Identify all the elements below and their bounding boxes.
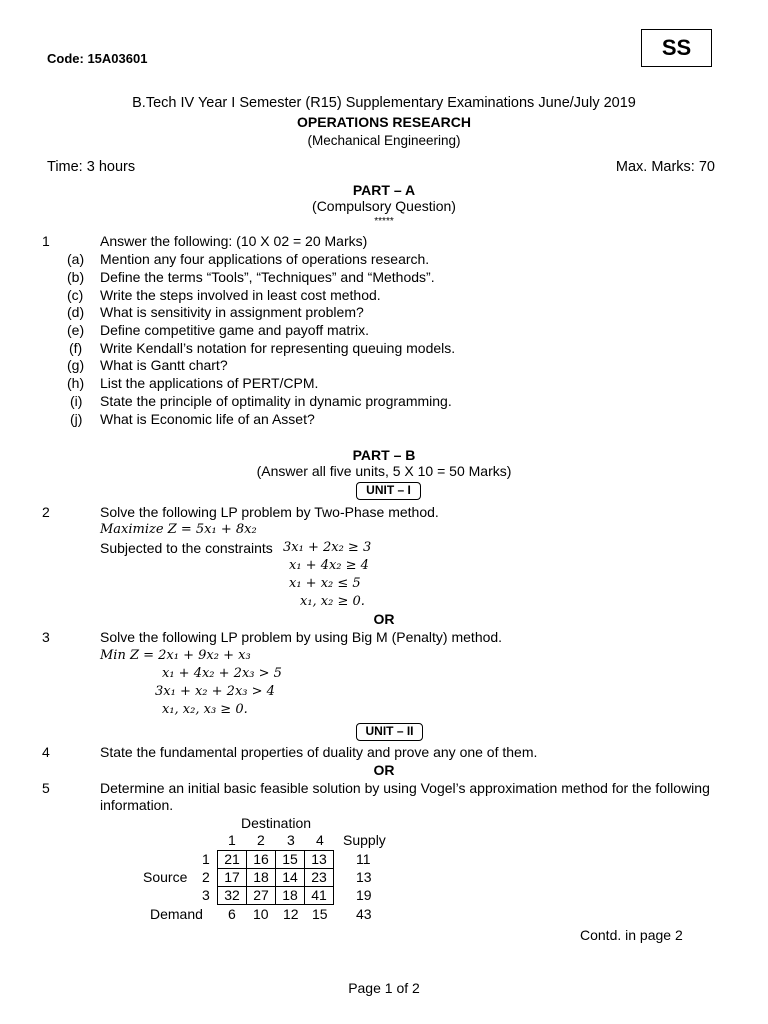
- q3-number: 3: [42, 629, 50, 645]
- unit-1-label: UNIT – I: [356, 482, 421, 500]
- demand-value: 10: [253, 906, 269, 922]
- item-label: (b): [67, 269, 85, 285]
- item-text: Define the terms “Tools”, “Techniques” and “Methods”.: [100, 269, 435, 285]
- dest-header: 2: [257, 832, 265, 848]
- question-text: Answer the following: (10 X 02 = 20 Marks): [100, 233, 368, 249]
- continued-note: Contd. in page 2: [580, 927, 683, 943]
- cost-cell: 41: [305, 887, 334, 905]
- or-divider: OR: [373, 762, 395, 778]
- q4-number: 4: [42, 744, 50, 760]
- item-label: (h): [67, 375, 85, 391]
- q2-number: 2: [42, 504, 50, 520]
- item-text: State the principle of optimality in dynamic programming.: [100, 393, 452, 409]
- q2-objective: Maximize Z = 5x₁ + 8x₂: [100, 522, 257, 537]
- demand-value: 12: [283, 906, 299, 922]
- cost-cell: 18: [276, 887, 305, 905]
- item-label: (c): [67, 287, 84, 303]
- q3-constraint-1: x₁ + 4x₂ + 2x₃ > 5: [162, 666, 282, 681]
- q5-text-line-2: information.: [100, 797, 174, 813]
- cost-cell: 18: [247, 869, 276, 887]
- page-number: Page 1 of 2: [348, 980, 420, 996]
- item-label: (a): [67, 251, 85, 267]
- ss-badge: SS: [641, 29, 712, 67]
- item-text: Define competitive game and payoff matrix.: [100, 322, 369, 338]
- supply-value: 11: [356, 851, 371, 867]
- source-row-label: 3: [202, 887, 210, 903]
- item-label: (f): [69, 340, 83, 356]
- part-a-subtitle: (Compulsory Question): [312, 198, 456, 214]
- cost-cell: 32: [218, 887, 247, 905]
- q3-constraint-2: 3x₁ + x₂ + 2x₃ > 4: [155, 684, 275, 699]
- q2-constraint-4: x₁, x₂ ≥ 0.: [300, 594, 365, 609]
- supply-label: Supply: [343, 832, 386, 848]
- dest-header: 1: [228, 832, 236, 848]
- question-number: 1: [42, 233, 50, 249]
- q5-text-line-1: Determine an initial basic feasible solution by using Vogel’s approximation method for the following: [100, 780, 710, 796]
- table-row: [218, 851, 334, 869]
- cost-cell: 14: [276, 869, 305, 887]
- source-row-label: 1: [202, 851, 210, 867]
- part-b-subtitle: (Answer all five units, 5 X 10 = 50 Marks): [256, 463, 512, 479]
- item-label: (g): [67, 357, 85, 373]
- item-label: (j): [70, 411, 83, 427]
- or-divider: OR: [373, 611, 395, 627]
- destination-label: Destination: [241, 815, 312, 831]
- q3-objective: Min Z = 2x₁ + 9x₂ + x₃: [100, 648, 251, 663]
- cost-cell: 17: [218, 869, 247, 887]
- part-b-title: PART – B: [352, 447, 416, 463]
- part-a-stars: *****: [374, 216, 394, 227]
- table-row: [218, 869, 334, 887]
- supply-value: 13: [356, 869, 372, 885]
- item-text: What is sensitivity in assignment problem?: [100, 304, 364, 320]
- item-label: (e): [67, 322, 85, 338]
- table-row: [218, 887, 334, 905]
- q3-text: Solve the following LP problem by using Big M (Penalty) method.: [100, 629, 503, 645]
- source-row-label: 2: [202, 869, 210, 885]
- cost-cell: 16: [247, 851, 276, 869]
- branch: (Mechanical Engineering): [307, 133, 461, 148]
- total-value: 43: [356, 906, 372, 922]
- cost-cell: 23: [305, 869, 334, 887]
- q4-text: State the fundamental properties of duality and prove any one of them.: [100, 744, 538, 760]
- q3-constraint-3: x₁, x₂, x₃ ≥ 0.: [162, 702, 248, 717]
- item-text: Write Kendall’s notation for representing queuing models.: [100, 340, 456, 356]
- item-label: (i): [70, 393, 83, 409]
- q2-constraint-1: 3x₁ + 2x₂ ≥ 3: [283, 540, 372, 555]
- dest-header: 3: [287, 832, 295, 848]
- q2-text: Solve the following LP problem by Two-Phase method.: [100, 504, 439, 520]
- source-label: Source: [143, 869, 188, 885]
- demand-value: 6: [228, 906, 236, 922]
- dest-header: 4: [316, 832, 324, 848]
- supply-value: 19: [356, 887, 372, 903]
- cost-cell: 27: [247, 887, 276, 905]
- item-text: Write the steps involved in least cost method.: [100, 287, 381, 303]
- cost-cell: 13: [305, 851, 334, 869]
- demand-label: Demand: [150, 906, 203, 922]
- exam-title: B.Tech IV Year I Semester (R15) Supplementary Examinations June/July 2019: [132, 95, 636, 111]
- item-text: What is Economic life of an Asset?: [100, 411, 315, 427]
- unit-2-label: UNIT – II: [356, 723, 423, 741]
- cost-cell: 15: [276, 851, 305, 869]
- item-text: What is Gantt chart?: [100, 357, 228, 373]
- max-marks: Max. Marks: 70: [615, 159, 715, 175]
- part-a-title: PART – A: [352, 182, 416, 198]
- q2-constraints-label: Subjected to the constraints: [100, 540, 273, 556]
- cost-matrix: [217, 850, 334, 905]
- exam-code: Code: 15A03601: [47, 51, 148, 66]
- time-allowed: Time: 3 hours: [47, 159, 136, 175]
- subject-title: OPERATIONS RESEARCH: [297, 114, 471, 130]
- q2-constraint-2: x₁ + 4x₂ ≥ 4: [289, 558, 369, 573]
- item-text: Mention any four applications of operations research.: [100, 251, 430, 267]
- item-label: (d): [67, 304, 85, 320]
- item-text: List the applications of PERT/CPM.: [100, 375, 319, 391]
- q5-number: 5: [42, 780, 50, 796]
- q2-constraint-3: x₁ + x₂ ≤ 5: [289, 576, 361, 591]
- cost-cell: 21: [218, 851, 247, 869]
- demand-value: 15: [312, 906, 328, 922]
